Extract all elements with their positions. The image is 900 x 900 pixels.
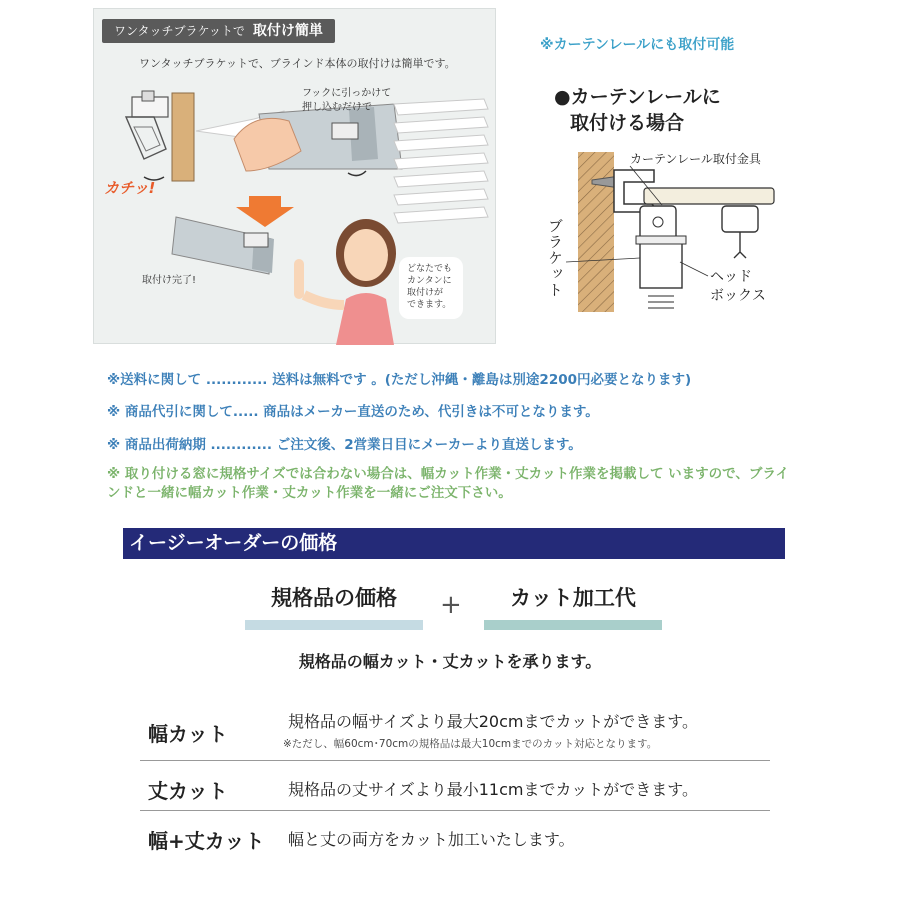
- cod-note: ※ 商品代引に関して..... 商品はメーカー直送のため、代引きは不可となります。: [107, 404, 599, 420]
- cut-label: 幅+丈カット: [148, 829, 265, 853]
- cut-fee-label: カット加工代: [510, 586, 636, 610]
- bubble-line-4: できます。: [407, 300, 452, 310]
- row-divider: [140, 760, 770, 761]
- cut-label: 幅カット: [148, 722, 228, 746]
- bubble-line-1: どなたでも: [407, 264, 453, 274]
- plus-sign: +: [440, 590, 462, 620]
- cut-description: 規格品の丈サイズより最小11cmまでカットができます。: [288, 780, 699, 799]
- row-divider: [140, 810, 770, 811]
- cut-service-subtitle: 規格品の幅カット・丈カットを承ります。: [298, 652, 602, 671]
- hook-note-line-1: フックに引っかけて: [302, 88, 392, 99]
- panel-subtitle: ワンタッチブラケットで、ブラインド本体の取付けは簡単です。: [139, 57, 456, 70]
- click-text: カチッ!: [104, 179, 156, 197]
- standard-price-label: 規格品の価格: [271, 586, 397, 610]
- shipping-note: ※送料に関して ............ 送料は無料です 。(ただし沖縄・離島は別途2200円必要となります): [107, 372, 692, 388]
- cut-description: 幅と丈の両方をカット加工いたします。: [288, 830, 575, 849]
- cut-fee-bar: [484, 620, 662, 630]
- price-banner: イージーオーダーの価格: [123, 528, 785, 559]
- cut-row-length: [140, 774, 770, 806]
- size-note: ※ 取り付ける窓に規格サイズでは合わない場合は、幅カット作業・丈カット作業を掲載して いますので、ブラインドと一緒に幅カット作業・丈カット作業を一緒にご注文下さい。: [107, 466, 789, 501]
- panel-title-strong: 取付け簡単: [252, 23, 323, 39]
- standard-price-bar: [245, 620, 423, 630]
- headbox-label-line-1: ヘッド: [710, 269, 752, 285]
- rail-title-line-1: ●カーテンレールに: [554, 86, 721, 108]
- cut-label: 丈カット: [148, 779, 228, 803]
- bubble-line-3: 取付けが: [407, 288, 444, 298]
- rail-title: [554, 84, 721, 136]
- rail-title-line-2: 取付ける場合: [570, 112, 685, 134]
- delivery-note: ※ 商品出荷納期 ............ ご注文後、2営業日目にメーカーより直送します。: [107, 437, 582, 453]
- bracket-label: ブラケット: [546, 218, 564, 298]
- cut-row-width: [140, 706, 770, 760]
- rail-fitting-label: カーテンレール取付金具: [630, 152, 761, 166]
- headbox-label: [710, 268, 766, 306]
- cut-sub-note: ※ただし、幅60cm･70cmの規格品は最大10cmまでのカット対応となります。: [283, 738, 658, 750]
- panel-title-text: ワンタッチブラケットで: [114, 24, 245, 38]
- headbox-label-line-2: ボックス: [710, 288, 766, 304]
- hook-note-line-2: 押し込むだけで: [302, 102, 372, 113]
- cut-row-both: [140, 824, 770, 856]
- rail-note: ※カーテンレールにも取付可能: [540, 37, 735, 53]
- bubble-line-2: カンタンに: [407, 276, 452, 286]
- done-text: 取付け完了!: [142, 275, 197, 286]
- cut-description: 規格品の幅サイズより最大20cmまでカットができます。: [288, 712, 699, 731]
